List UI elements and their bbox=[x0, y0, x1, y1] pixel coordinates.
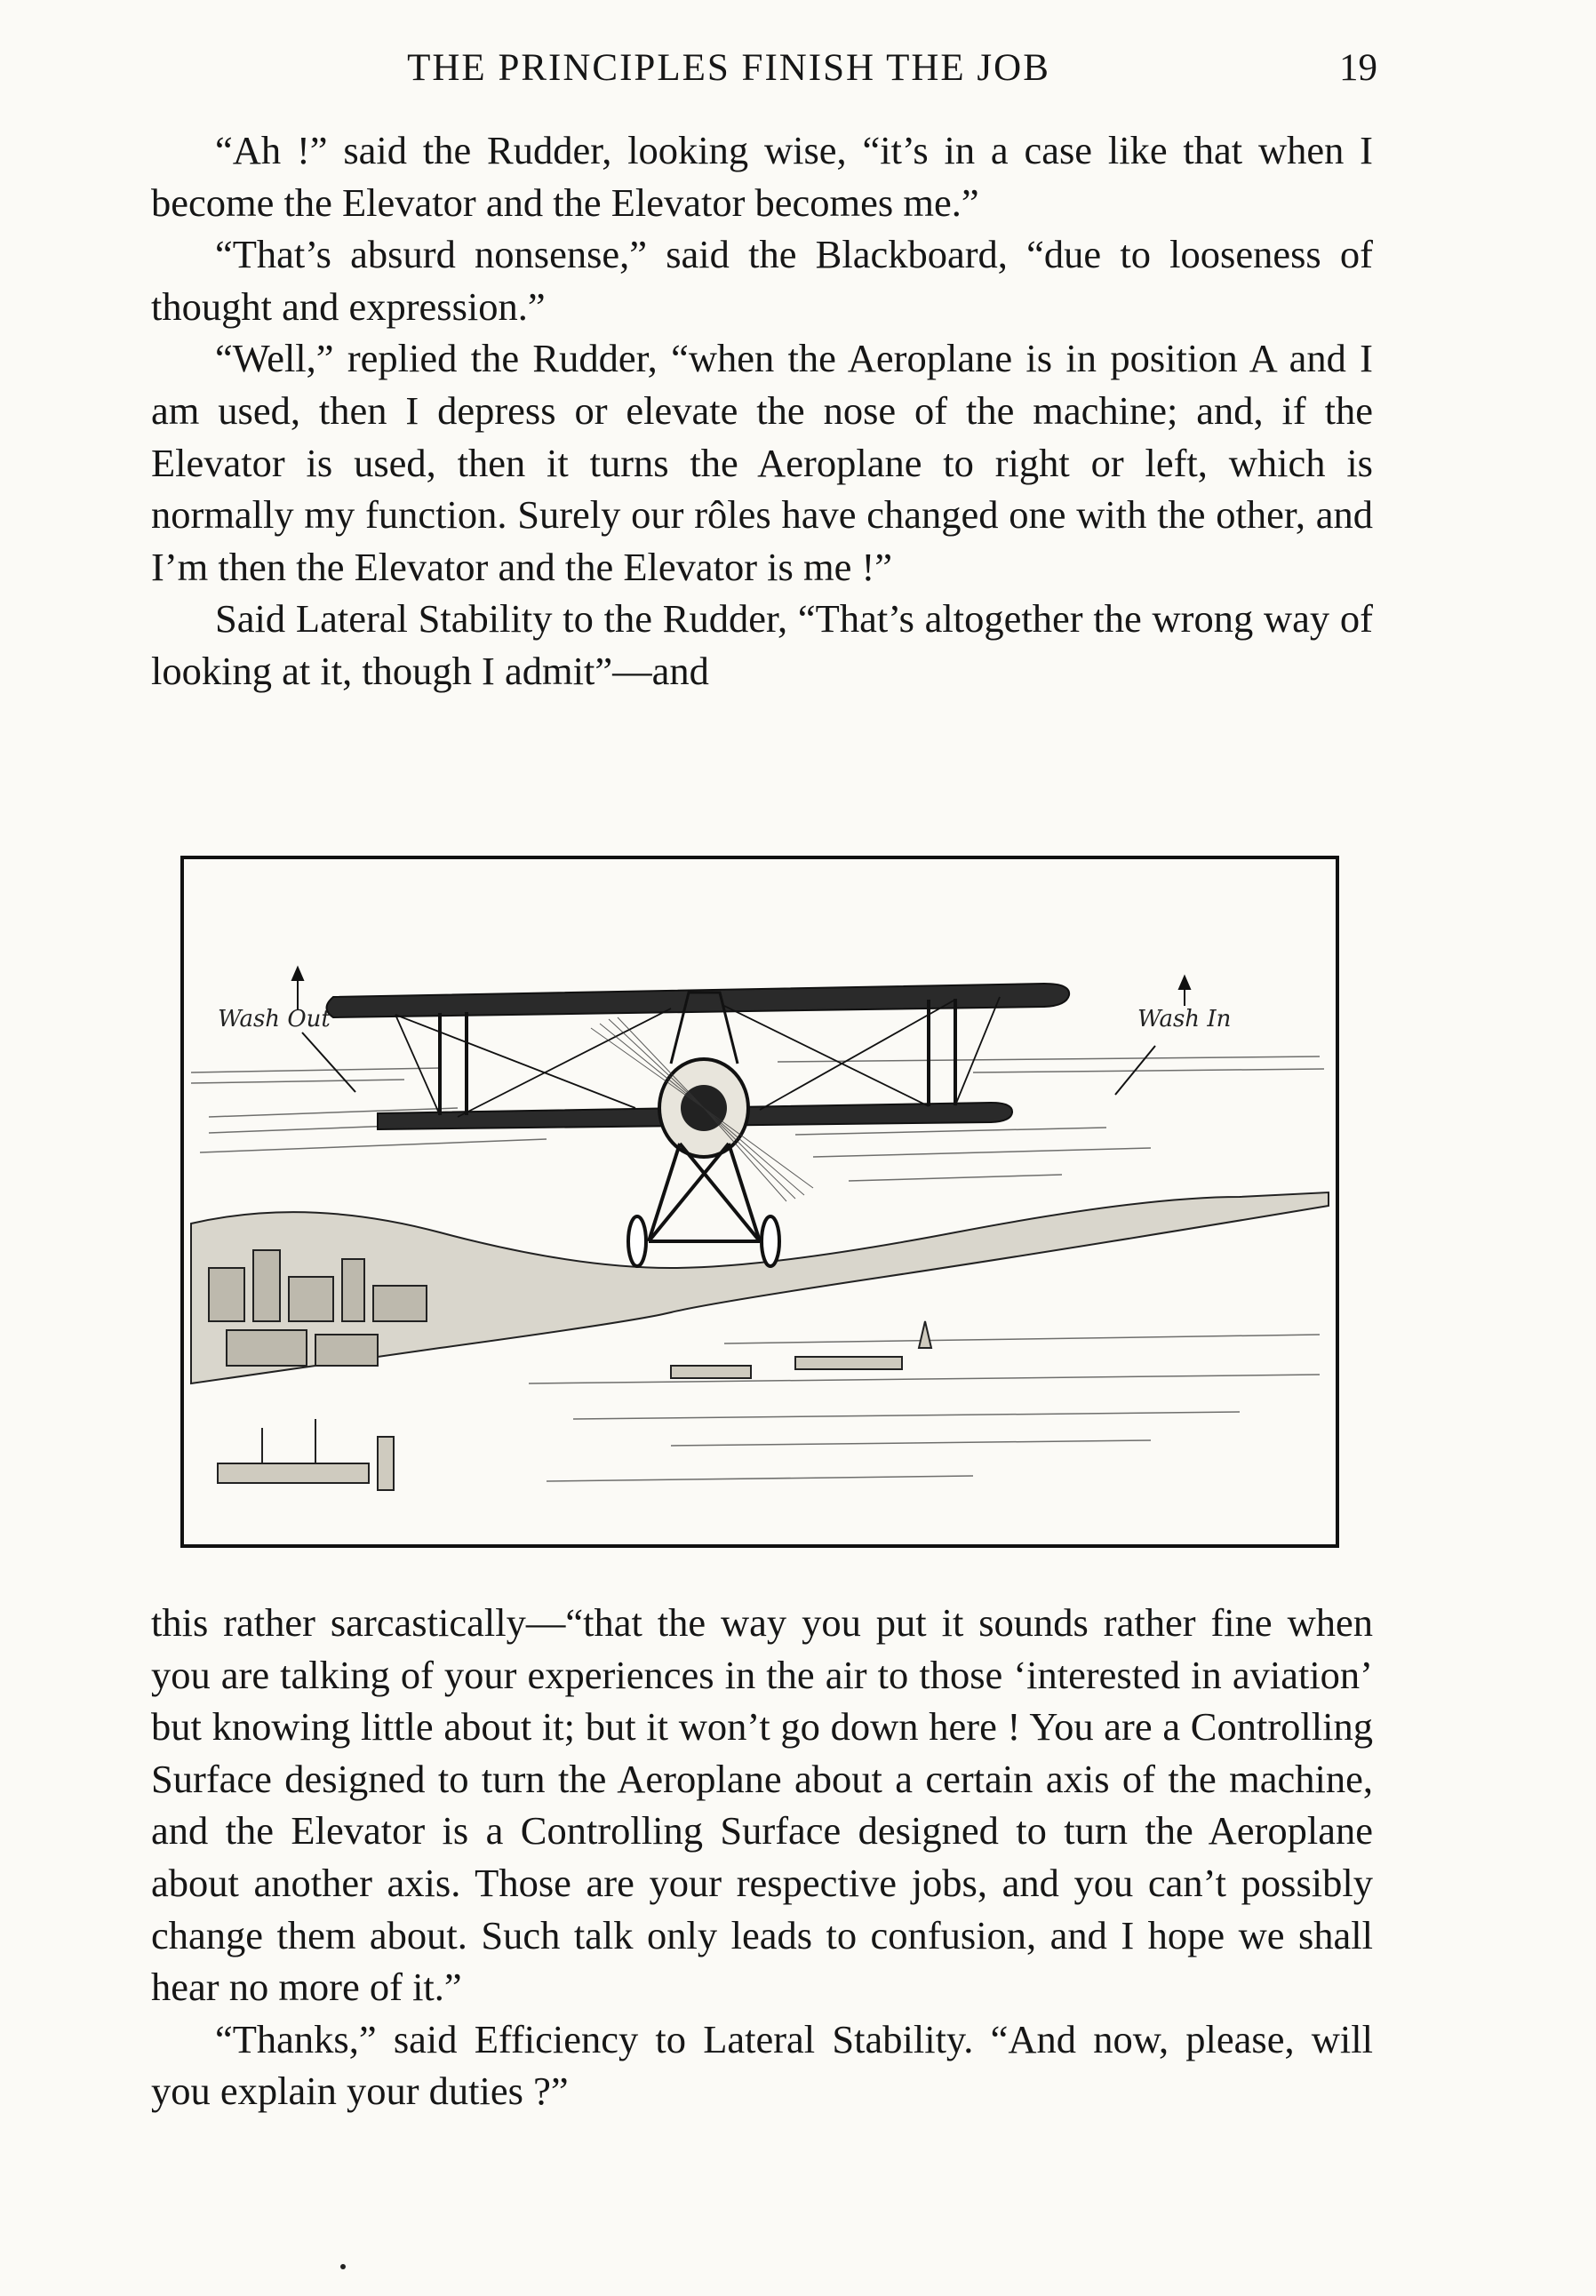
paragraph: “Ah !” said the Rudder, looking wise, “it’s in a case like that when I become the Elevator and the Elevator becomes me.” bbox=[151, 128, 1373, 225]
text-block-bottom bbox=[151, 1597, 1373, 2117]
page-header bbox=[151, 46, 1377, 108]
label-wash-in: Wash In bbox=[1137, 1006, 1232, 1032]
paragraph: “Thanks,” said Efficiency to Lateral Stability. “And now, please, will you explain your duties ?” bbox=[151, 2016, 1373, 2114]
text-block-top bbox=[151, 124, 1373, 698]
paragraph: this rather sarcastically—“that the way you put it sounds rather fine when you are talking of your experiences in the air to those ‘interested in aviation’ but knowing little about it; but it won’t go down here ! You are a Controlling Surface designed to turn the Aeroplane about a certain axis of the machine, and the Elevator is a Controlling Surface designed to turn the Aeroplane about another axis. Those are your respective jobs, and you can’t possibly change them about. Such talk only leads to confusion, and I hope we shall hear no more of it.” bbox=[151, 1600, 1373, 2010]
print-speck bbox=[340, 2264, 346, 2269]
biplane-illustration bbox=[173, 850, 1346, 1557]
paragraph: Said Lateral Stability to the Rudder, “That’s altogether the wrong way of looking at it, though I admit”—and bbox=[151, 596, 1373, 693]
paragraph: “That’s absurd nonsense,” said the Blackboard, “due to looseness of thought and expression.” bbox=[151, 232, 1373, 329]
paragraph: “Well,” replied the Rudder, “when the Aeroplane is in position A and I am used, then I depress or elevate the nose of the machine; and, if the Elevator is used, then it turns the Aeroplane to right or left, which is normally my function. Surely our rôles have changed one with the other, and I’m then the Elevator and the Elevator is me !” bbox=[151, 336, 1373, 589]
page-number: 19 bbox=[1339, 47, 1377, 89]
label-wash-out: Wash Out bbox=[218, 1006, 331, 1032]
running-title: THE PRINCIPLES FINISH THE JOB bbox=[407, 47, 1050, 89]
